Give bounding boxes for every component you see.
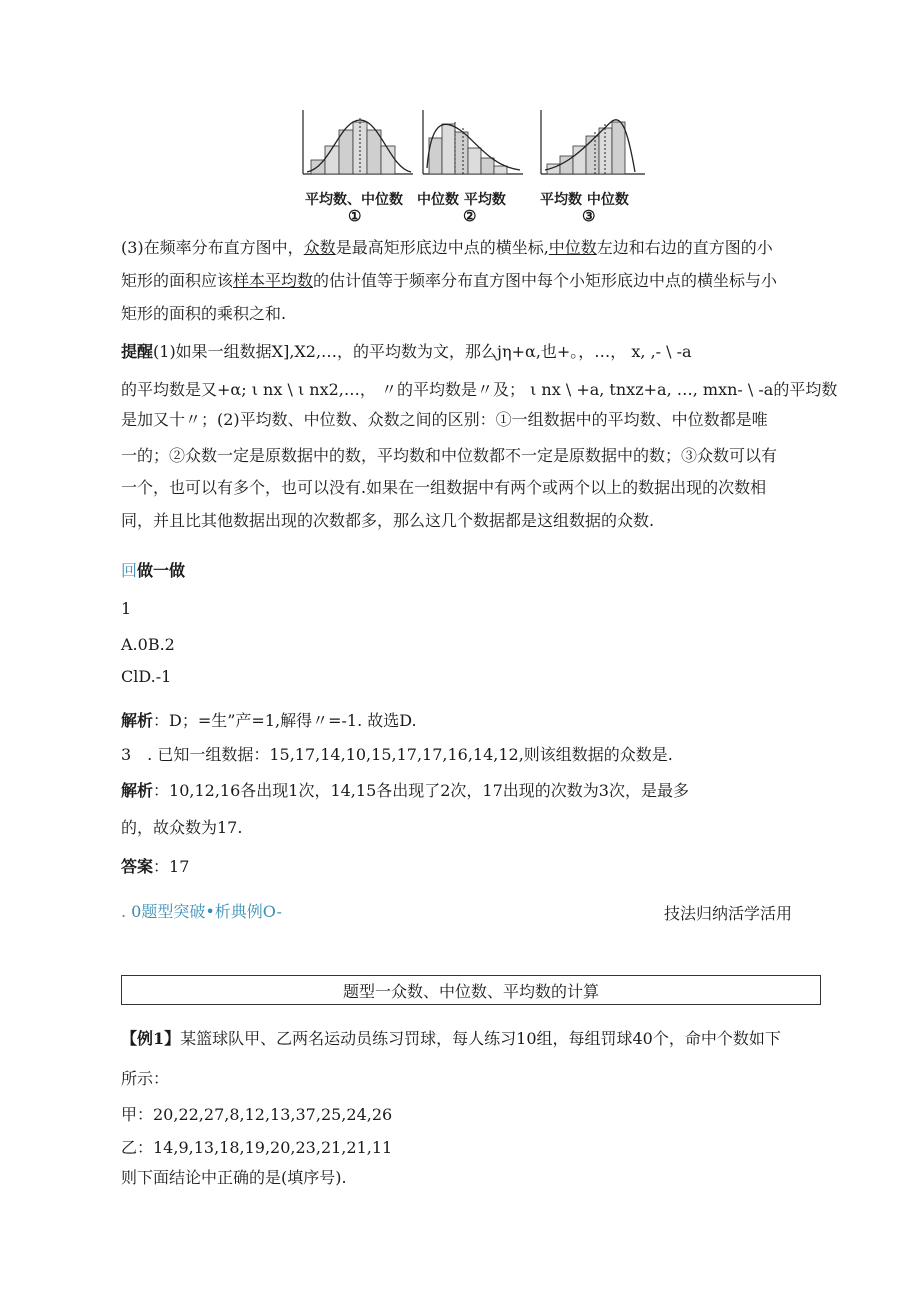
para3-line1 bbox=[121, 237, 773, 259]
histogram-figure-2 bbox=[415, 108, 525, 180]
histogram-figure-3 bbox=[533, 108, 648, 180]
histogram-figure-1 bbox=[295, 108, 415, 180]
example-text: 某篮球队甲、乙两名运动员练习罚球，每人练习10组，每组罚球40个，命中个数如下 bbox=[180, 1029, 781, 1048]
practice-title: 做一做 bbox=[137, 561, 186, 580]
tip-line6: 同，并且比其他数据出现的次数都多，那么这几个数据都是这组数据的众数. bbox=[121, 511, 655, 530]
tip-line2: 的平均数是又+α; ι nx \ ι nx2,…， 〃的平均数是〃及； ι nx \ +a, tnxz+a, …, mxn- \ -a的平均数 bbox=[121, 380, 838, 399]
tip-line4: 一的；②众数一定是原数据中的数，平均数和中位数都不一定是原数据中的数；③众数可以有 bbox=[121, 446, 778, 465]
figure-1-label: ① bbox=[348, 207, 362, 225]
example-line2: 所示： bbox=[121, 1069, 170, 1088]
solution-label: 解析 bbox=[121, 781, 154, 800]
example-label: 【例1】 bbox=[121, 1029, 181, 1048]
question-3-answer bbox=[121, 856, 189, 878]
practice-heading bbox=[121, 560, 185, 582]
figure-3-caption: 平均数 中位数 bbox=[540, 192, 629, 208]
practice-icon: 回 bbox=[121, 561, 138, 580]
para3-text: 是最高矩形底边中点的横坐标, bbox=[335, 238, 549, 257]
tip-line1 bbox=[121, 341, 692, 363]
question-1-number: 1 bbox=[121, 599, 132, 618]
solution-text: ：D；=生”产=1,解得〃=-1. 故选D. bbox=[153, 711, 417, 730]
example-data-yi: 乙：14,9,13,18,19,20,23,21,21,11 bbox=[121, 1138, 393, 1157]
para3-line2 bbox=[121, 270, 777, 292]
para3-text: 矩形的面积应该 bbox=[121, 271, 234, 290]
section-banner-left: . 0题型突破•析典例O- bbox=[121, 902, 282, 921]
para3-text: (3)在频率分布直方图中， bbox=[121, 238, 304, 257]
question-3: 3 . 已知一组数据：15,17,14,10,15,17,17,16,14,12,则该组数据的众数是. bbox=[121, 745, 673, 764]
example-question: 则下面结论中正确的是(填序号). bbox=[121, 1168, 347, 1187]
figure-2-caption: 中位数 平均数 bbox=[417, 192, 506, 208]
example-line1 bbox=[121, 1028, 781, 1050]
answer-label: 答案 bbox=[121, 857, 154, 876]
tip-text: (1)如果一组数据X],X2,…，的平均数为文，那么jη+α,也+。，…， x, ,- \ -a bbox=[153, 342, 692, 361]
solution-text: ：10,12,16各出现1次，14,15各出现了2次，17出现的次数为3次，是最多 bbox=[153, 781, 689, 800]
section-title: 题型一众数、中位数、平均数的计算 bbox=[342, 982, 599, 1001]
solution-label: 解析 bbox=[121, 711, 154, 730]
para3-line3: 矩形的面积的乘积之和. bbox=[121, 304, 287, 323]
term-mode: 众数 bbox=[303, 238, 336, 257]
section-banner-right: 技法归纳活学活用 bbox=[663, 904, 792, 923]
question-1-options-cd: ClD.-1 bbox=[121, 667, 172, 686]
term-sample-mean: 样本平均数 bbox=[233, 271, 314, 290]
tip-label: 提醒 bbox=[121, 342, 154, 361]
question-3-solution-line1 bbox=[121, 780, 689, 802]
term-median: 中位数 bbox=[548, 238, 597, 257]
tip-line3: 是加又十〃；(2)平均数、中位数、众数之间的区别：①一组数据中的平均数、中位数都是唯 bbox=[121, 410, 768, 429]
example-data-jia: 甲：20,22,27,8,12,13,37,25,24,26 bbox=[121, 1105, 393, 1124]
para3-text: 的估计值等于频率分布直方图中每个小矩形底边中点的横坐标与小 bbox=[313, 271, 778, 290]
question-3-solution-line2: 的，故众数为17. bbox=[121, 818, 243, 837]
section-title-box bbox=[121, 975, 821, 1005]
answer-text: ：17 bbox=[153, 857, 190, 876]
question-1-options-ab: A.0B.2 bbox=[121, 635, 175, 654]
tip-line5: 一个，也可以有多个，也可以没有.如果在一组数据中有两个或两个以上的数据出现的次数相 bbox=[121, 478, 767, 497]
para3-text: 左边和右边的直方图的小 bbox=[596, 238, 773, 257]
figure-2-label: ② bbox=[463, 207, 477, 225]
question-1-solution bbox=[121, 710, 417, 732]
figure-1-caption: 平均数、中位数 bbox=[305, 192, 403, 208]
figure-3-label: ③ bbox=[582, 207, 596, 225]
